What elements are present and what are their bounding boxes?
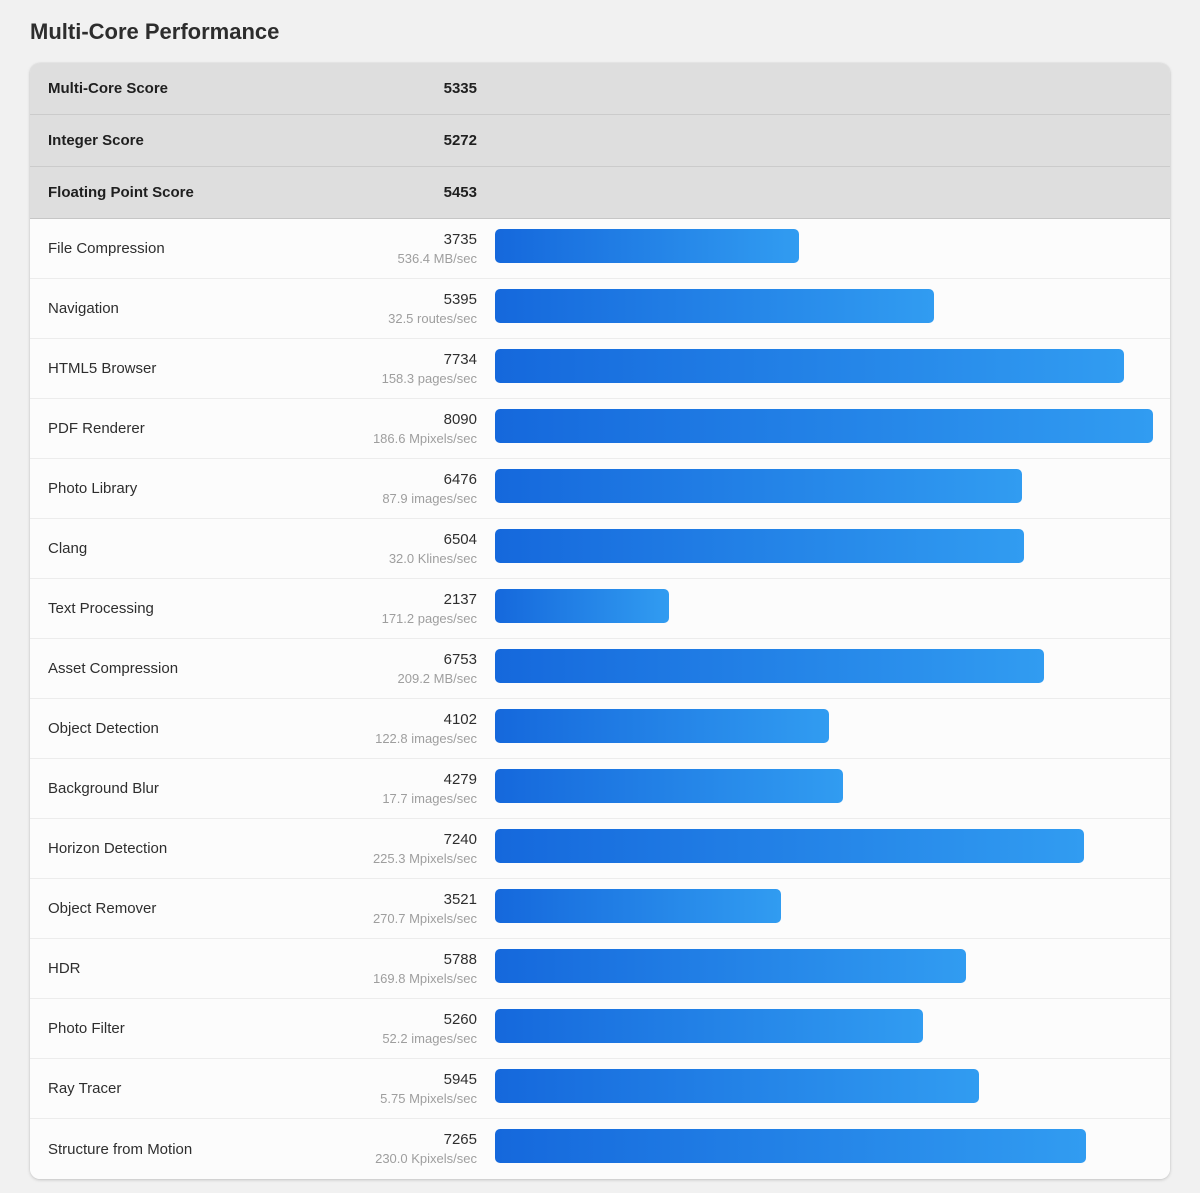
benchmark-score-bar (495, 469, 1022, 503)
benchmark-score-block (317, 230, 477, 268)
benchmark-bar-track (495, 709, 1153, 743)
benchmark-score-block (317, 950, 477, 988)
benchmark-row (30, 699, 1170, 759)
benchmark-rate: 209.2 MB/sec (397, 670, 477, 686)
benchmark-row (30, 519, 1170, 579)
benchmark-score-block (317, 590, 477, 628)
benchmark-score-block (317, 770, 477, 808)
benchmark-rate: 5.75 Mpixels/sec (380, 1090, 477, 1106)
summary-section (30, 63, 1170, 219)
benchmark-score-block (317, 1130, 477, 1168)
benchmark-name: Clang (48, 540, 88, 557)
benchmark-name: PDF Renderer (48, 420, 145, 437)
benchmark-score-block (317, 830, 477, 868)
benchmark-score-block (317, 350, 477, 388)
summary-row (30, 167, 1170, 219)
benchmark-rate: 169.8 Mpixels/sec (372, 970, 477, 986)
benchmark-rate: 122.8 images/sec (375, 730, 477, 746)
benchmark-row (30, 819, 1170, 879)
benchmark-bar-track (495, 349, 1153, 383)
benchmark-score-bar (495, 349, 1124, 383)
benchmark-row (30, 579, 1170, 639)
benchmark-name: Horizon Detection (48, 840, 168, 857)
benchmark-score: 4102 (443, 710, 477, 728)
benchmark-score: 6753 (443, 650, 477, 668)
benchmark-rate: 270.7 Mpixels/sec (372, 910, 477, 926)
benchmark-score-bar (495, 1009, 923, 1043)
benchmark-row (30, 219, 1170, 279)
benchmark-bar-track (495, 949, 1153, 983)
benchmark-rate: 87.9 images/sec (382, 490, 477, 506)
benchmark-name: Structure from Motion (48, 1140, 193, 1158)
benchmark-name: Navigation (48, 300, 119, 317)
benchmark-score: 5260 (443, 1010, 477, 1028)
benchmark-name: Object Detection (48, 720, 159, 737)
benchmark-name: Text Processing (48, 600, 154, 617)
benchmark-rate: 186.6 Mpixels/sec (372, 430, 477, 446)
benchmark-name: Asset Compression (48, 660, 179, 677)
benchmark-score-bar (495, 649, 1044, 683)
benchmark-row (30, 339, 1170, 399)
benchmark-row (30, 399, 1170, 459)
benchmark-score-bar (495, 949, 966, 983)
benchmark-name: Ray Tracer (48, 1080, 122, 1097)
benchmark-results-card (30, 63, 1170, 1179)
benchmark-bar-track (495, 889, 1153, 923)
benchmark-bar-track (495, 829, 1153, 863)
benchmark-bar-track (495, 469, 1153, 503)
benchmark-score-block (317, 1010, 477, 1048)
benchmark-score-bar (495, 769, 843, 803)
benchmark-name: HDR (48, 960, 81, 977)
benchmark-score-bar (495, 589, 669, 623)
benchmark-score-bar (495, 409, 1153, 443)
benchmark-score-block (317, 530, 477, 568)
benchmark-bar-track (495, 1129, 1153, 1163)
benchmark-row (30, 1059, 1170, 1119)
benchmark-score: 7265 (443, 1131, 477, 1148)
benchmark-score: 7734 (443, 350, 477, 368)
benchmark-rate: 230.0 Kpixels/sec (375, 1151, 477, 1166)
benchmark-rate: 32.5 routes/sec (388, 310, 477, 326)
benchmark-score-bar (495, 229, 799, 263)
benchmark-bar-track (495, 1069, 1153, 1103)
benchmark-score: 5788 (443, 950, 477, 968)
benchmark-name: HTML5 Browser (48, 360, 157, 377)
benchmark-rate: 52.2 images/sec (382, 1030, 477, 1046)
benchmark-row (30, 279, 1170, 339)
benchmark-score: 4279 (443, 770, 477, 788)
benchmark-score-bar (495, 289, 934, 323)
benchmark-row (30, 1119, 1170, 1179)
benchmark-rate: 17.7 images/sec (382, 790, 477, 806)
benchmark-bar-track (495, 1009, 1153, 1043)
benchmark-bar-track (495, 229, 1153, 263)
benchmark-score-block (317, 650, 477, 688)
benchmark-row (30, 879, 1170, 939)
benchmark-score-block (317, 710, 477, 748)
benchmark-score-bar (495, 829, 1084, 863)
benchmark-score-bar (495, 529, 1024, 563)
benchmark-score: 3521 (443, 890, 477, 908)
benchmark-bar-track (495, 529, 1153, 563)
summary-row (30, 115, 1170, 167)
benchmark-score-block (317, 410, 477, 448)
benchmark-row (30, 939, 1170, 999)
benchmark-bar-track (495, 289, 1153, 323)
benchmark-rate: 171.2 pages/sec (381, 610, 477, 626)
summary-row-value: 5272 (443, 132, 477, 149)
benchmark-score: 3735 (443, 230, 477, 248)
benchmark-score-bar (495, 1069, 979, 1103)
benchmark-name: Object Remover (48, 900, 157, 917)
benchmark-row (30, 999, 1170, 1059)
benchmark-score: 6476 (443, 470, 477, 488)
benchmark-score-bar (495, 889, 781, 923)
summary-row-label: Floating Point Score (48, 184, 194, 201)
benchmark-score-block (317, 290, 477, 328)
benchmark-score-block (317, 470, 477, 508)
page-title: Multi-Core Performance (30, 19, 280, 44)
benchmark-score-bar (495, 709, 829, 743)
summary-row-value: 5453 (443, 184, 477, 201)
benchmark-bar-track (495, 589, 1153, 623)
summary-row-label: Multi-Core Score (48, 80, 169, 97)
benchmark-score-bar (495, 1129, 1086, 1163)
benchmark-section (30, 219, 1170, 1179)
benchmark-name: File Compression (48, 240, 165, 257)
benchmark-row (30, 639, 1170, 699)
benchmark-score-block (317, 890, 477, 928)
benchmark-rate: 158.3 pages/sec (381, 370, 477, 386)
benchmark-row (30, 759, 1170, 819)
benchmark-bar-track (495, 769, 1153, 803)
benchmark-score: 2137 (443, 590, 477, 608)
summary-row-value: 5335 (443, 80, 477, 97)
benchmark-score: 8090 (443, 410, 477, 428)
benchmark-row (30, 459, 1170, 519)
benchmark-name: Photo Library (48, 480, 138, 497)
benchmark-rate: 32.0 Klines/sec (388, 550, 477, 566)
benchmark-score: 5395 (443, 290, 477, 308)
benchmark-bar-track (495, 649, 1153, 683)
benchmark-score-block (317, 1070, 477, 1108)
summary-row-label: Integer Score (48, 132, 144, 149)
benchmark-rate: 536.4 MB/sec (397, 250, 477, 266)
benchmark-score: 5945 (443, 1070, 477, 1088)
benchmark-score: 7240 (443, 830, 477, 848)
benchmark-bar-track (495, 409, 1153, 443)
summary-row (30, 63, 1170, 115)
benchmark-name: Photo Filter (48, 1020, 125, 1037)
benchmark-score: 6504 (443, 530, 477, 548)
benchmark-name: Background Blur (48, 780, 159, 797)
benchmark-rate: 225.3 Mpixels/sec (372, 850, 477, 866)
